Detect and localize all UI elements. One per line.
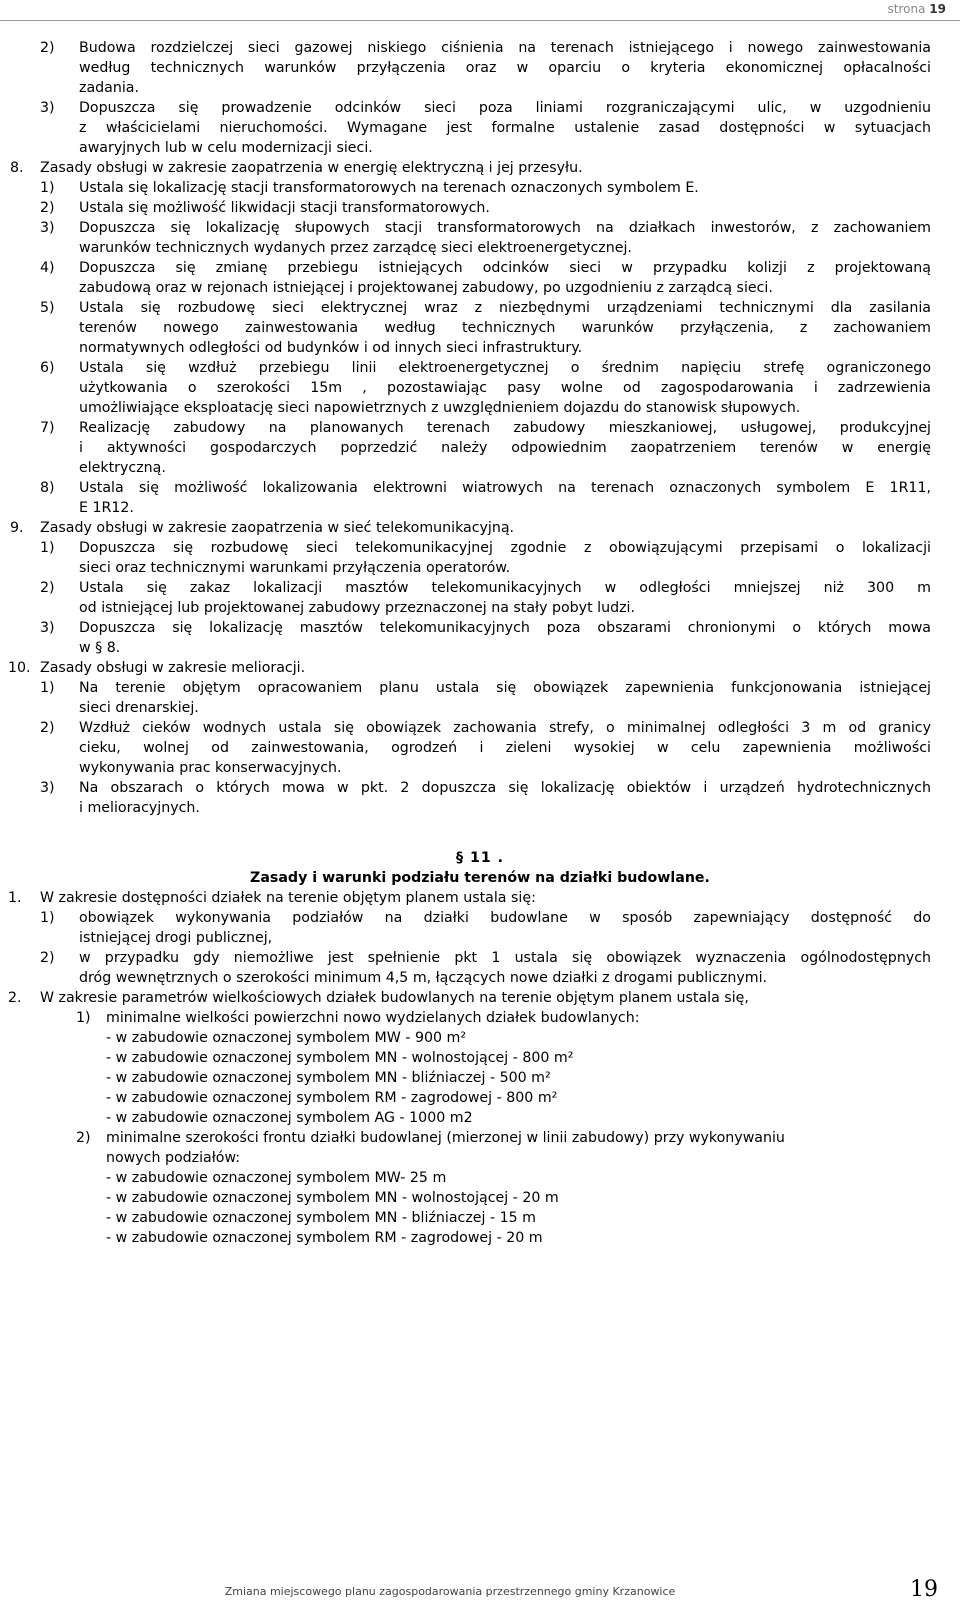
line-text: terenów nowego zainwestowania według technicznych warunków przyłączenia, z zachowaniem	[79, 320, 931, 336]
line-text: - w zabudowie oznaczonej symbolem MN - wolnostojącej - 800 m²	[106, 1050, 574, 1066]
list-number: 3)	[40, 100, 55, 116]
text-line	[0, 718, 960, 738]
text-line	[0, 1128, 960, 1148]
line-text: zabudową oraz w rejonach istniejącej i projektowanej zabudowy, po uzgodnieniu z zarządcą sieci.	[79, 280, 773, 296]
text-line	[0, 618, 960, 638]
text-line	[0, 758, 960, 778]
line-text: - w zabudowie oznaczonej symbolem MW - 900 m²	[106, 1030, 467, 1046]
list-number: 9.	[10, 520, 24, 536]
line-text: sieci drenarskiej.	[79, 700, 199, 716]
list-number: 1)	[40, 180, 55, 196]
text-line	[0, 1028, 960, 1048]
text-line	[0, 1048, 960, 1068]
text-line	[0, 358, 960, 378]
line-text: obowiązek wykonywania podziałów na działki budowlane w sposób zapewniający dostępność do	[79, 910, 931, 926]
text-line	[0, 1228, 960, 1248]
text-line	[0, 948, 960, 968]
line-text: od istniejącej lub projektowanej zabudowy przeznaczonej na stały pobyt ludzi.	[79, 600, 635, 616]
line-text: Dopuszcza się prowadzenie odcinków sieci poza liniami rozgraniczającymi ulic, w uzgodnieniu	[79, 100, 931, 116]
text-line	[0, 378, 960, 398]
paragraph-block-parcels	[0, 888, 960, 1248]
list-number: 2)	[40, 40, 55, 56]
list-number: 8.	[10, 160, 24, 176]
page-header-number: 19	[929, 2, 946, 16]
line-text: zadania.	[79, 80, 139, 96]
text-line	[0, 698, 960, 718]
line-text: Dopuszcza się zmianę przebiegu istniejących odcinków sieci w przypadku kolizji z projektowaną	[79, 260, 931, 276]
text-line	[0, 438, 960, 458]
text-line	[0, 78, 960, 98]
text-line	[0, 158, 960, 178]
section-number: § 11 .	[455, 850, 505, 866]
line-text: Na obszarach o których mowa w pkt. 2 dopuszcza się lokalizację obiektów i urządzeń hydrotechnicznych	[79, 780, 931, 796]
text-line	[0, 1148, 960, 1168]
line-text: w przypadku gdy niemożliwe jest spełnienie pkt 1 ustala się obowiązek wyznaczenia ogólnodostępnych	[79, 950, 931, 966]
line-text: Dopuszcza się lokalizację słupowych stacji transformatorowych na działkach inwestorów, z zachowaniem	[79, 220, 931, 236]
list-number: 2)	[40, 580, 55, 596]
line-text: Budowa rozdzielczej sieci gazowej niskiego ciśnienia na terenach istniejącego i nowego zainwestowania	[79, 40, 931, 56]
text-line	[0, 1108, 960, 1128]
text-line	[0, 318, 960, 338]
section-title-line	[0, 868, 960, 888]
text-line	[0, 578, 960, 598]
line-text: Ustala się możliwość lokalizowania elektrowni wiatrowych na terenach oznaczonych symbolem E 1R11,	[79, 480, 931, 496]
text-line	[0, 968, 960, 988]
text-line	[0, 58, 960, 78]
line-text: - w zabudowie oznaczonej symbolem MN - bliźniaczej - 500 m²	[106, 1070, 551, 1086]
list-number: 1)	[76, 1010, 91, 1026]
list-number: 10.	[8, 660, 31, 676]
text-line	[0, 1008, 960, 1028]
text-line	[0, 778, 960, 798]
line-text: minimalne wielkości powierzchni nowo wydzielanych działek budowlanych:	[106, 1010, 640, 1026]
line-text: Ustala się rozbudowę sieci elektrycznej wraz z niezbędnymi urządzeniami technicznymi dla zasilania	[79, 300, 931, 316]
paragraph-block-infrastructure	[0, 38, 960, 818]
text-line	[0, 1068, 960, 1088]
text-line	[0, 1208, 960, 1228]
page-header	[0, 0, 960, 21]
text-line	[0, 198, 960, 218]
text-line	[0, 398, 960, 418]
text-line	[0, 418, 960, 438]
line-text: Zasady obsługi w zakresie melioracji.	[40, 660, 306, 676]
line-text: umożliwiające eksploatację sieci napowietrznych z uwzględnieniem dojazdu do stanowisk słupowych.	[79, 400, 801, 416]
list-number: 8)	[40, 480, 55, 496]
section-spacer	[0, 818, 960, 848]
list-number: 1)	[40, 680, 55, 696]
list-number: 6)	[40, 360, 55, 376]
line-text: dróg wewnętrznych o szerokości minimum 4,5 m, łączących nowe działki z drogami publicznymi.	[79, 970, 768, 986]
text-line	[0, 478, 960, 498]
text-line	[0, 498, 960, 518]
list-number: 2.	[8, 990, 22, 1006]
page-number: 19	[910, 1577, 938, 1602]
line-text: warunków technicznych wydanych przez zarządcę sieci elektroenergetycznej.	[79, 240, 632, 256]
text-line	[0, 988, 960, 1008]
text-line	[0, 558, 960, 578]
line-text: Ustala się lokalizację stacji transformatorowych na terenach oznaczonych symbolem E.	[79, 180, 699, 196]
line-text: Na terenie objętym opracowaniem planu ustala się obowiązek zapewnienia funkcjonowania istniejącej	[79, 680, 931, 696]
list-number: 2)	[40, 200, 55, 216]
text-line	[0, 238, 960, 258]
line-text: Ustala się zakaz lokalizacji masztów telekomunikacyjnych w odległości mniejszej niż 300 m	[79, 580, 931, 596]
line-text: awaryjnych lub w celu modernizacji sieci.	[79, 140, 373, 156]
list-number: 1)	[40, 540, 55, 556]
page-header-word: strona	[887, 2, 926, 16]
text-line	[0, 1088, 960, 1108]
line-text: użytkowania o szerokości 15m , pozostawiając pasy wolne od zagospodarowania i zadrzewienia	[79, 380, 931, 396]
line-text: - w zabudowie oznaczonej symbolem MN - bliźniaczej - 15 m	[106, 1210, 536, 1226]
line-text: - w zabudowie oznaczonej symbolem AG - 1000 m2	[106, 1110, 473, 1126]
text-line	[0, 678, 960, 698]
text-line	[0, 888, 960, 908]
list-number: 3)	[40, 620, 55, 636]
list-number: 4)	[40, 260, 55, 276]
line-text: normatywnych odległości od budynków i od innych sieci infrastruktury.	[79, 340, 583, 356]
line-text: nowych podziałów:	[106, 1150, 241, 1166]
text-line	[0, 738, 960, 758]
line-text: W zakresie parametrów wielkościowych działek budowlanych na terenie objętym planem ustala się,	[40, 990, 749, 1006]
list-number: 2)	[76, 1130, 91, 1146]
line-text: Ustala się możliwość likwidacji stacji transformatorowych.	[79, 200, 490, 216]
line-text: elektryczną.	[79, 460, 166, 476]
footer-text: Zmiana miejscowego planu zagospodarowania przestrzennego gminy Krzanowice	[224, 1585, 676, 1598]
line-text: z właścicielami nieruchomości. Wymagane jest formalne ustalenie zasad dostępności w sytuacjach	[79, 120, 931, 136]
text-line	[0, 518, 960, 538]
line-text: Zasady obsługi w zakresie zaopatrzenia w sieć telekomunikacyjną.	[40, 520, 515, 536]
text-line	[0, 928, 960, 948]
list-number: 1.	[8, 890, 22, 906]
line-text: według technicznych warunków przyłączenia oraz w oparciu o kryteria ekonomicznej opłacalności	[79, 60, 931, 76]
line-text: w § 8.	[79, 640, 121, 656]
text-line	[0, 258, 960, 278]
line-text: Wzdłuż cieków wodnych ustala się obowiązek zachowania strefy, o minimalnej odległości 3 m od granicy	[79, 720, 931, 736]
line-text: i aktywności gospodarczych poprzedzić należy odpowiednim zaopatrzeniem terenów w energię	[79, 440, 931, 456]
text-line	[0, 458, 960, 478]
line-text: cieku, wolnej od zainwestowania, ogrodzeń i zieleni wysokiej w celu zapewnienia możliwości	[79, 740, 931, 756]
text-line	[0, 1168, 960, 1188]
list-number: 7)	[40, 420, 55, 436]
line-text: Dopuszcza się lokalizację masztów telekomunikacyjnych poza obszarami chronionymi o których mowa	[79, 620, 931, 636]
list-number: 2)	[40, 720, 55, 736]
line-text: Realizację zabudowy na planowanych terenach zabudowy mieszkaniowej, usługowej, produkcyjnej	[79, 420, 931, 436]
line-text: istniejącej drogi publicznej,	[79, 930, 273, 946]
line-text: - w zabudowie oznaczonej symbolem RM - zagrodowej - 20 m	[106, 1230, 543, 1246]
text-line	[0, 1188, 960, 1208]
text-line	[0, 98, 960, 118]
page-header-label	[888, 0, 946, 18]
line-text: i melioracyjnych.	[79, 800, 200, 816]
line-text: E 1R12.	[79, 500, 134, 516]
line-text: - w zabudowie oznaczonej symbolem RM - zagrodowej - 800 m²	[106, 1090, 558, 1106]
text-line	[0, 178, 960, 198]
text-line	[0, 118, 960, 138]
line-text: W zakresie dostępności działek na terenie objętym planem ustala się:	[40, 890, 536, 906]
list-number: 3)	[40, 220, 55, 236]
line-text: minimalne szerokości frontu działki budowlanej (mierzonej w linii zabudowy) przy wykonywaniu	[106, 1130, 785, 1146]
list-number: 5)	[40, 300, 55, 316]
line-text: Zasady obsługi w zakresie zaopatrzenia w energię elektryczną i jej przesyłu.	[40, 160, 583, 176]
line-text: - w zabudowie oznaczonej symbolem MW- 25 m	[106, 1170, 447, 1186]
list-number: 3)	[40, 780, 55, 796]
line-text: sieci oraz technicznymi warunkami przyłączenia operatorów.	[79, 560, 511, 576]
text-line	[0, 908, 960, 928]
list-number: 2)	[40, 950, 55, 966]
line-text: - w zabudowie oznaczonej symbolem MN - wolnostojącej - 20 m	[106, 1190, 559, 1206]
text-line	[0, 338, 960, 358]
text-line	[0, 598, 960, 618]
text-line	[0, 218, 960, 238]
text-line	[0, 38, 960, 58]
line-text: wykonywania prac konserwacyjnych.	[79, 760, 342, 776]
text-line	[0, 658, 960, 678]
list-number: 1)	[40, 910, 55, 926]
text-line	[0, 278, 960, 298]
line-text: Ustala się wzdłuż przebiegu linii elektroenergetycznej o średnim napięciu strefę ograniczonego	[79, 360, 931, 376]
line-text: Dopuszcza się rozbudowę sieci telekomunikacyjnej zgodnie z obowiązującymi przepisami o lokalizacji	[79, 540, 931, 556]
text-line	[0, 798, 960, 818]
text-line	[0, 298, 960, 318]
text-line	[0, 538, 960, 558]
section-number-line	[0, 848, 960, 868]
document-body	[0, 38, 960, 1248]
text-line	[0, 638, 960, 658]
section-title: Zasady i warunki podziału terenów na działki budowlane.	[250, 870, 710, 886]
text-line	[0, 138, 960, 158]
